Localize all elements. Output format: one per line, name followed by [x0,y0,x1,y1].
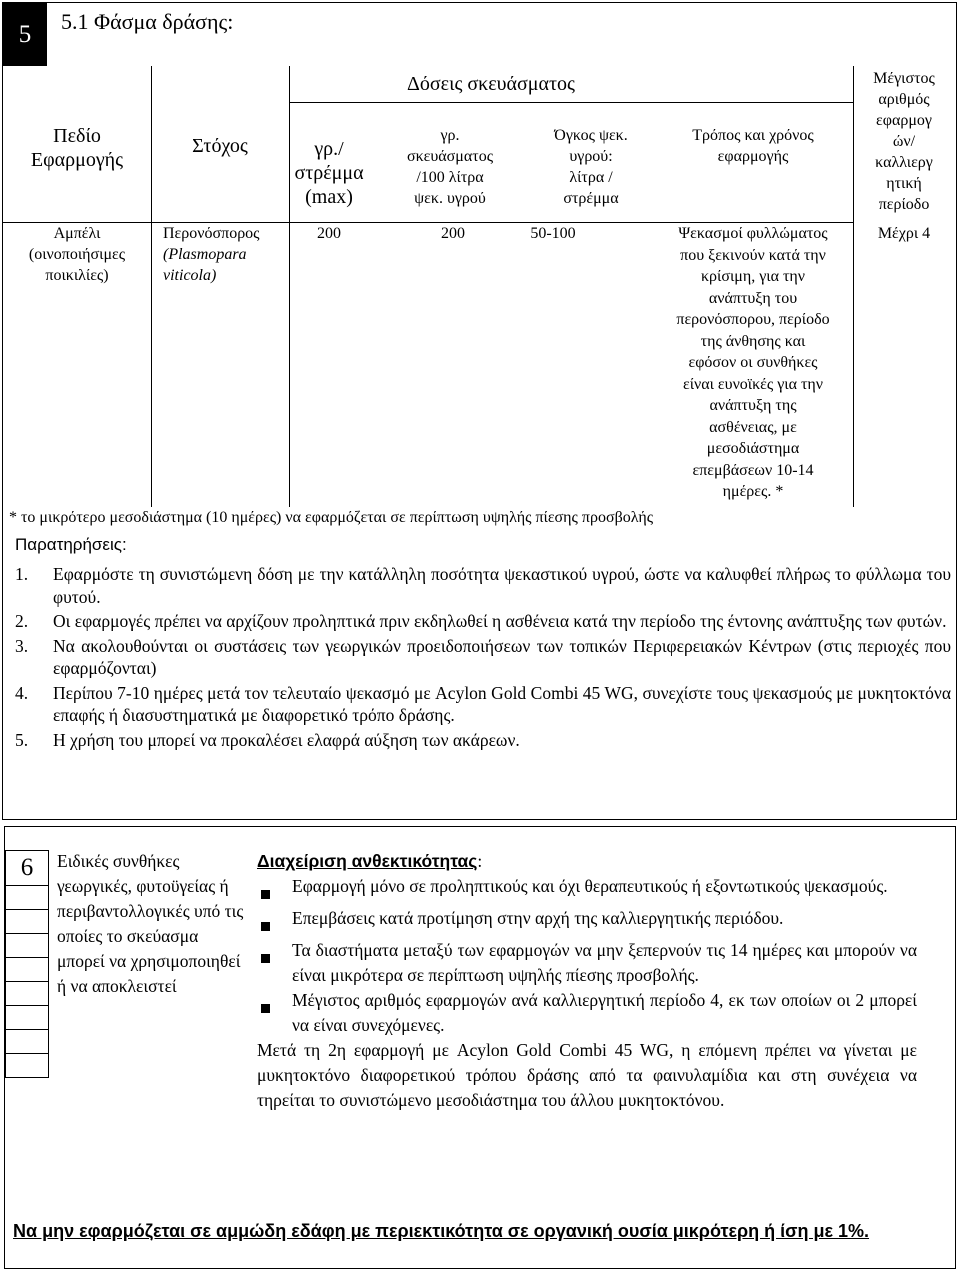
header-spray-volume: Όγκος ψεκ. υγρού: λίτρα / στρέμμα [554,127,628,207]
section-5 [2,2,957,820]
footnote: * το μικρότερο μεσοδιάστημα (10 ημέρες) να εφαρμόζεται σε περίπτωση υψηλής πίεσης προσβολής [9,509,654,526]
header-field: Πεδίο Εφαρμογής [30,125,124,171]
remarks-title: Παρατηρήσεις: [15,535,127,554]
cell-max-applications: Μέχρι 4 [877,225,931,242]
cell-spray-volume: 50-100 [530,225,576,242]
table-divider [289,66,290,507]
list-item: 2. Οι εφαρμογές πρέπει να αρχίζουν προληπτικά πριν εκδηλωθεί η ασθένεια κατά την περίοδο της έντονης ανάπτυξης των φυτών. [15,611,947,631]
list-item: 1. Εφαρμόστε τη συνιστώμενη δόση με την κατάλληλη ποσότητα ψεκαστικού υγρού, ώστε να καλυφθεί πλήρως το φύλλωμα του φυτού. [15,564,951,607]
bullet-square-icon [257,874,292,906]
header-dose-per-100l: γρ. σκευάσματος /100 λίτρα ψεκ. υγρού [406,127,494,207]
resistance-management [257,849,917,1113]
table-divider [151,66,152,507]
section-title: 5.1 Φάσμα δράσης: [61,9,234,34]
list-item: 5. Η χρήση του μπορεί να προκαλέσει ελαφρά αύξηση των ακάρεων. [15,729,520,750]
checkbox[interactable] [5,1030,49,1054]
checkbox[interactable] [5,934,49,958]
list-item: Μέγιστος αριθμός εφαρμογών ανά καλλιεργητική περίοδο 4, εκ των οποίων οι 2 μπορεί να είναι συνεχόμενες. [257,988,917,1038]
checkbox[interactable] [5,886,49,910]
checkbox[interactable] [5,910,49,934]
list-item: Εφαρμογή μόνο σε προληπτικούς και όχι θεραπευτικούς ή εξοντωτικούς ψεκασμούς. [257,874,917,906]
checkbox[interactable] [5,982,49,1006]
remarks-list [15,563,951,753]
header-method: Τρόπος και χρόνος εφαρμογής [692,127,814,165]
cell-dose-per-stremma: 200 [317,225,341,242]
list-item: Επεμβάσεις κατά προτίμηση στην αρχή της καλλιεργητικής περιόδου. [257,906,917,938]
header-target: Στόχος [192,135,248,157]
header-doses: Δόσεις σκευάσματος [407,73,575,95]
checkbox[interactable] [5,958,49,982]
special-conditions-label: Ειδικές συνθήκες γεωργικές, φυτοϋγείας ή περιβαντολλογικές υπό τις οποίες το σκεύασμα μπορεί να χρησιμοποιηθεί ή να αποκλειστεί [57,851,244,996]
spectrum-table [3,66,955,507]
resistance-paragraph: Μετά τη 2η εφαρμογή με Acylon Gold Combi 45 WG, η επόμενη πρέπει να γίνεται με μυκητοκτόνο διαφορετικού τρόπου δράσης από τα φαινυλαμίδια και στη συνέχεια να τηρείται το συνιστώμενο μεσοδιάστημα του άλλου μυκητοκτόνου. [257,1040,917,1110]
cell-method: Ψεκασμοί φυλλώματος που ξεκινούν κατά την κρίσιμη, για την ανάπτυξη του περονόσπορου, περίοδο της άνθησης και εφόσον οι συνθήκες είναι ευνοϊκές για την ανάπτυξη της ασθένειας, με μεσοδιάστημα επεμβάσεων 10-14 ημέρες. * [676,225,830,500]
table-divider [289,102,853,103]
soil-restriction-note: Να μην εφαρμόζεται σε αμμώδη εδάφη με περιεκτικότητα σε οργανική ουσία μικρότερη ή ίση με 1%. [13,1221,870,1241]
cell-field: Αμπέλι (οινοποιήσιμες ποικιλίες) [28,225,126,284]
section-number-6: 6 [5,850,49,886]
list-item: 4. Περίπου 7-10 ημέρες μετά τον τελευταίο ψεκασμό με Acylon Gold Combi 45 WG, συνεχίστε τους ψεκασμούς με μυκητοκτόνα επαφής ή διασυστηματικά με διαφορετικό τρόπο δράσης. [15,682,951,725]
section-number-5: 5 [3,3,47,66]
checkbox[interactable] [5,1054,49,1078]
resistance-heading: Διαχείριση ανθεκτικότητας: [257,851,483,871]
cell-dose-per-100l: 200 [441,225,465,242]
list-item: Τα διαστήματα μεταξύ των εφαρμογών να μην ξεπερνούν τις 14 ημέρες και μπορούν να είναι μικρότερα σε περίπτωση υψηλής πίεσης προσβολής. [257,938,917,988]
bullet-square-icon [257,988,292,1038]
bullet-square-icon [257,906,292,938]
checkbox[interactable] [5,1006,49,1030]
checkbox-column [5,886,49,1078]
section-6 [4,826,956,1269]
header-max-applications: Μέγιστος αριθμός εφαρμογ ών/ καλλιεργ ητική περίοδο [873,70,935,213]
header-dose-per-stremma: γρ./ στρέμμα (max) [294,138,364,208]
list-item: 3. Να ακολουθούνται οι συστάσεις των γεωργικών προειδοποιήσεων των τοπικών Περιφερειακών Κέντρων (στις περιοχές που εφαρμόζονται) [15,635,951,678]
bullet-square-icon [257,938,292,988]
cell-target: Περονόσπορος (Plasmopara viticola) [163,225,260,284]
